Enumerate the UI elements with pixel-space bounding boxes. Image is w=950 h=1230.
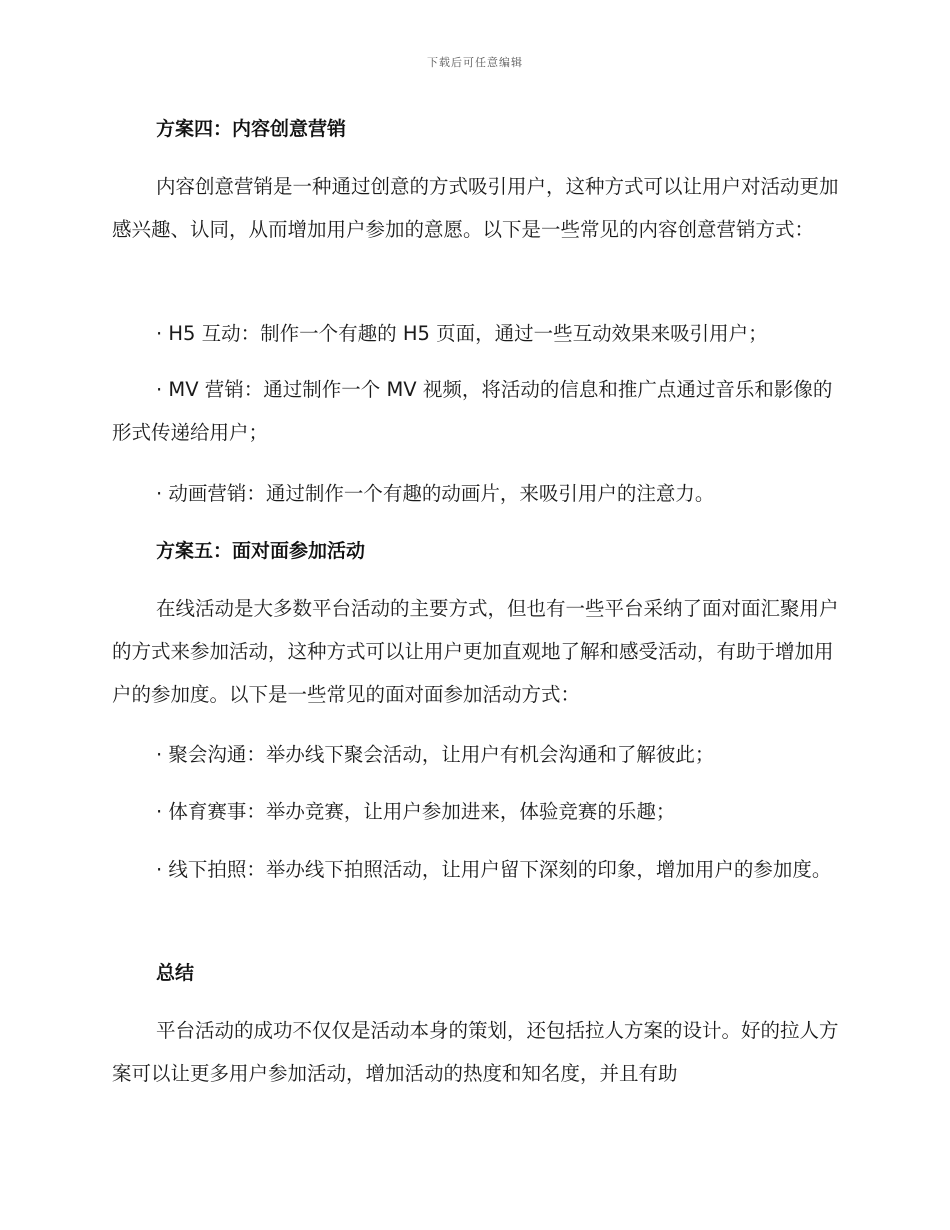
paragraph-plan4-intro: 内容创意营销是一种通过创意的方式吸引用户，这种方式可以让用户对活动更加感兴趣、认同，从而增加用户参加的意愿。以下是一些常见的内容创意营销方式： [112,175,839,241]
section-heading-summary: 总结 [156,962,195,984]
page-header: 下载后可任意编辑 [427,56,523,69]
list-item-mv: · MV 营销：通过制作一个 MV 视频，将活动的信息和推广点通过音乐和影像的形式传递给用户； [112,378,833,444]
list-item-h5: · H5 互动：制作一个有趣的 H5 页面，通过一些互动效果来吸引用户； [156,322,768,345]
list-item-sports: · 体育赛事：举办竞赛，让用户参加进来，体验竞赛的乐趣； [156,800,676,823]
section-heading-plan5: 方案五：面对面参加活动 [156,540,366,562]
list-item-photo: · 线下拍照：举办线下拍照活动，让用户留下深刻的印象，增加用户的参加度。 [156,858,832,881]
list-item-gathering: · 聚会沟通：举办线下聚会活动，让用户有机会沟通和了解彼此； [156,743,715,766]
list-item-animation: · 动画营销：通过制作一个有趣的动画片，来吸引用户的注意力。 [156,482,715,505]
paragraph-plan5-intro: 在线活动是大多数平台活动的主要方式，但也有一些平台采纳了面对面汇聚用户的方式来参加活动，这种方式可以让用户更加直观地了解和感受活动，有助于增加用户的参加度。以下是一些常见的面对面参加活动方式： [112,597,839,706]
section-heading-plan4: 方案四：内容创意营销 [156,118,347,140]
paragraph-summary: 平台活动的成功不仅仅是活动本身的策划，还包括拉人方案的设计。好的拉人方案可以让更多用户参加活动，增加活动的热度和知名度，并且有助 [112,1019,839,1085]
